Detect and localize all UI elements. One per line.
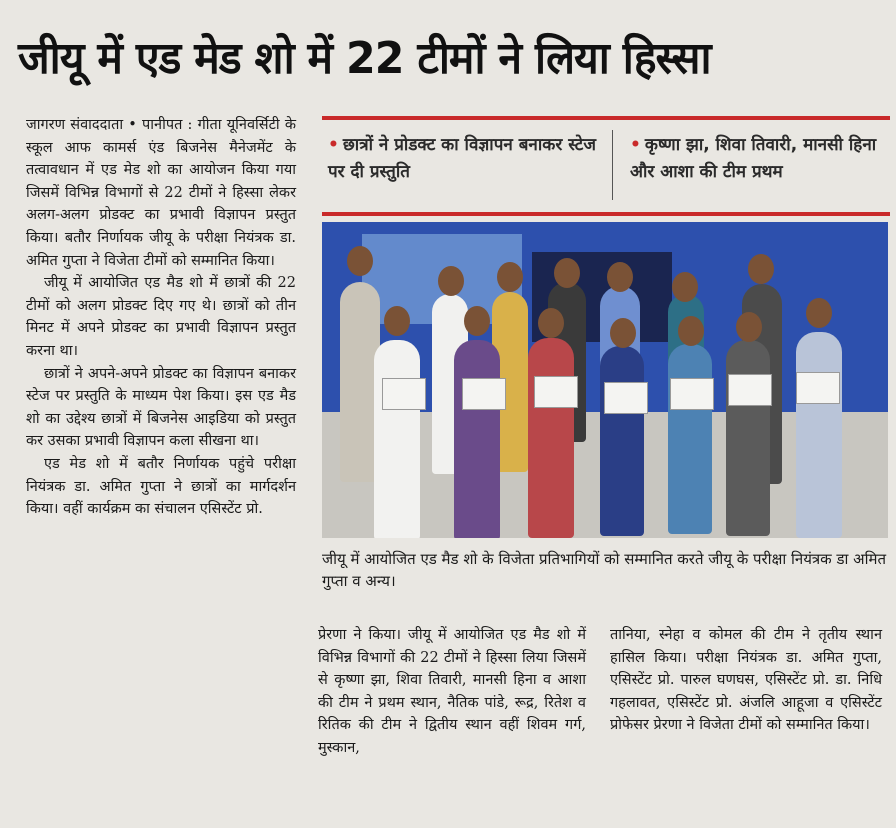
person-head	[347, 246, 373, 276]
news-photo	[322, 222, 888, 538]
paragraph: छात्रों ने अपने-अपने प्रोडक्ट का विज्ञापन बनाकर स्टेज पर प्रस्तुति के माध्यम पेश किया। इस एड मैड शो का उद्देश्य छात्रों में बिजनेस आइडिया को प्रस्तुत कर उसका प्रभावी विज्ञापन कला सीखना था।	[26, 365, 296, 450]
bullet-icon: •	[328, 135, 339, 155]
person-head	[806, 298, 832, 328]
person-figure	[600, 346, 644, 536]
person-figure	[374, 340, 420, 538]
certificate	[670, 378, 714, 410]
highlight-1	[328, 132, 598, 186]
certificate	[604, 382, 648, 414]
paragraph: जागरण संवाददाता • पानीपत : गीता यूनिवर्सिटी के स्कूल आफ कामर्स एंड बिजनेस मैनेजमेंट के तत्वावधान में एड मेड शो का आयोजन किया गया जिसमें विभिन्न विभागों से 22 टीमों ने हिस्सा लेकर अलग-अलग प्रोडक्ट का प्रभावी विज्ञापन प्रस्तुत किया। बतौर निर्णायक जीयू के परीक्षा नियंत्रक डा. अमित गुप्ता ने विजेता टीमों को सम्मानित किया।	[26, 117, 296, 269]
highlight-divider	[612, 130, 613, 200]
person-head	[736, 312, 762, 342]
person-head	[748, 254, 774, 284]
paragraph: प्रेरणा ने किया। जीयू में आयोजित एड मैड शो में विभिन्न विभागों की 22 टीमों ने हिस्सा लिया जिसमें से कृष्णा झा, शिवा तिवारी, मानसी हिना व आशा की टीम ने प्रथम स्थान, नैतिक पांडे, रूद्र, रितेश व रितिक की टीम ने द्वितीय स्थान वहीं शिवम गर्ग, मुस्कान,	[318, 627, 586, 756]
person-head	[538, 308, 564, 338]
person-figure	[528, 338, 574, 538]
certificate	[534, 376, 578, 408]
person-head	[610, 318, 636, 348]
person-head	[607, 262, 633, 292]
highlight-2	[630, 132, 890, 186]
article-column-1	[26, 114, 296, 521]
person-head	[497, 262, 523, 292]
person-figure	[726, 340, 770, 536]
paragraph: तानिया, स्नेहा व कोमल की टीम ने तृतीय स्थान हासिल किया। परीक्षा नियंत्रक डा. अमित गुप्ता, एसिस्टेंट प्रो. पारुल घणघस, एसिस्टेंट प्रो. डा. निधि गहलावत, एसिस्टेंट प्रो. अंजलि आहूजा व एसिस्टेंट प्रोफेसर प्रेरणा ने विजेता टीमों को सम्मानित किया।	[610, 627, 882, 734]
person-head	[672, 272, 698, 302]
article-column-2	[318, 624, 586, 760]
red-rule-top	[322, 116, 890, 120]
person-head	[384, 306, 410, 336]
paragraph: एड मेड शो में बतौर निर्णायक पहुंचे परीक्षा नियंत्रक डा. अमित गुप्ता ने छात्रों का मार्गदर्शन किया। वहीं कार्यक्रम का संचालन एसिस्टेंट प्रो.	[26, 455, 296, 518]
person-head	[678, 316, 704, 346]
certificate	[462, 378, 506, 410]
highlight-text: कृष्णा झा, शिवा तिवारी, मानसी हिना और आशा की टीम प्रथम	[630, 135, 877, 182]
headline: जीयू में एड मेड शो में 22 टीमों ने लिया हिस्सा	[18, 33, 711, 84]
highlight-text: छात्रों ने प्रोडक्ट का विज्ञापन बनाकर स्टेज पर दी प्रस्तुति	[328, 135, 596, 182]
red-rule-middle	[322, 212, 890, 216]
person-figure	[668, 344, 712, 534]
bullet-icon: •	[630, 135, 641, 155]
person-figure	[796, 332, 842, 538]
article-column-3	[610, 624, 882, 737]
certificate	[796, 372, 840, 404]
photo-caption: जीयू में आयोजित एड मैड शो के विजेता प्रतिभागियों को सम्मानित करते जीयू के परीक्षा नियंत्रक डा अमित गुप्ता व अन्य।	[322, 550, 887, 590]
person-head	[464, 306, 490, 336]
person-head	[554, 258, 580, 288]
certificate	[728, 374, 772, 406]
certificate	[382, 378, 426, 410]
person-figure	[454, 340, 500, 538]
person-head	[438, 266, 464, 296]
paragraph: जीयू में आयोजित एड मैड शो में छात्रों की 22 टीमों को अलग प्रोडक्ट दिए गए थे। छात्रों को तीन मिनट में अपने प्रोडक्ट का प्रभावी विज्ञापन प्रस्तुत करना था।	[26, 275, 296, 359]
